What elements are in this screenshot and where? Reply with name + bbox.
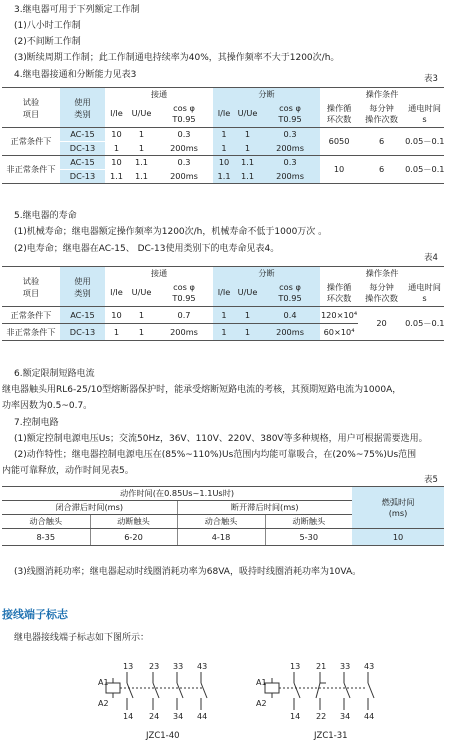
sec3-line2: (2)不间断工作制 [14, 37, 81, 47]
th-make: 接通 [105, 88, 213, 101]
th-on-time: 通电时间 s [405, 280, 444, 307]
cell-value: 0.3 [260, 156, 320, 170]
th-make-cos: cos φ T0.95 [155, 280, 213, 307]
table5-tag: 表5 [424, 475, 438, 485]
cell-category: DC-13 [60, 324, 105, 341]
sec6-title: 6.额定限制短路电流 [14, 369, 95, 379]
coil-a1-label: A1 [98, 678, 109, 687]
terminal-top-label: 13 [290, 662, 301, 671]
th-category: 使用 类别 [60, 88, 105, 128]
cell-value: 1 [213, 142, 235, 156]
cell-value: 1.1 [213, 170, 235, 184]
cell-on-time: 0.05－0.1 [405, 128, 444, 156]
cell-value: 1.1 [235, 156, 260, 170]
sec3-line1: (1)八小时工作制 [14, 21, 81, 31]
terminal-top-label: 43 [197, 662, 208, 671]
th-action-time: 动作时间(在0.85Us~1.1Us时) [2, 487, 352, 501]
cell-value: 10 [105, 307, 128, 324]
cell-value: 10 [111, 157, 122, 168]
coil-a2-label: A2 [256, 699, 267, 708]
cell-value: 200ms [260, 142, 320, 156]
th-operation: 操作条件 [320, 267, 444, 280]
cell-value: 5-30 [265, 529, 352, 546]
sec6-line1: 继电器触头用RL6-25/10型熔断器保护时，能承受熔断短路电流的考核，其预期短路电流为1000A， [2, 385, 402, 395]
cell-value: 0.7 [155, 307, 213, 324]
cell-value: 1 [213, 128, 235, 142]
table-row [2, 156, 444, 170]
terminal-bottom-label: 22 [316, 712, 327, 721]
th-make-ie: I/Ie [105, 101, 128, 128]
th-make: 接通 [105, 267, 213, 280]
th-test-item: 试验 项目 [2, 267, 60, 307]
table-row [2, 529, 444, 546]
th-break-cos: cos φ T0.95 [260, 280, 320, 307]
cell-value: 200ms [155, 324, 213, 341]
cell-cycles: 6050 [320, 128, 358, 156]
th-test-item: 试验 项目 [2, 88, 60, 128]
cell-condition: 正常条件下 [2, 307, 60, 324]
sec7-line3: 内能可靠释放，动作时间见表5。 [2, 466, 134, 476]
th-per-minute: 每分钟 操作次数 [358, 101, 405, 128]
coil-a1-label: A1 [256, 678, 267, 687]
th-close-delay: 闭合滞后时间(ms) [2, 501, 177, 515]
sec7-line4: (3)线圈消耗功率；继电器起动时线圈消耗功率为68VA，吸持时线圈消耗功率为10VA。 [14, 567, 362, 577]
th-open-delay: 断开滞后时间(ms) [177, 501, 352, 515]
th-cycles: 操作循 环次数 [320, 280, 358, 307]
cell-value: 1.1 [134, 157, 149, 168]
sec5-line1: (1)机械寿命；继电器额定操作频率为1200次/h，机械寿命不低于1000万次 。 [14, 227, 328, 237]
th-per-minute: 每分钟 操作次数 [358, 280, 405, 307]
cell-value: 1 [235, 307, 260, 324]
cell-category: AC-15 [60, 307, 105, 324]
th-on-time: 通电时间 s [405, 101, 444, 128]
th-no-contact-2: 动合触头 [177, 515, 265, 529]
cell-value: 1 [138, 129, 145, 140]
table-row [2, 128, 444, 142]
th-break-ue: U/Ue [235, 101, 260, 128]
cell-on-time: 0.05－0.1 [405, 307, 444, 341]
cell-value: 1 [128, 307, 155, 324]
sec3-line3: (3)断续周期工作制；此工作制通电持续率为40%，其操作频率不大于1200次/h。 [14, 53, 340, 63]
terminal-bottom-label: 44 [197, 712, 208, 721]
cell-category: DC-13 [60, 142, 105, 156]
cell-value: 4-18 [177, 529, 265, 546]
table-3 [2, 87, 444, 184]
cell-value: 200ms [260, 170, 320, 184]
cell-on-time: 0.05－0.1 [405, 156, 444, 184]
terminal-bottom-label: 44 [364, 712, 375, 721]
sec4-title: 4.继电器接通和分断能力见表3 [14, 70, 137, 80]
diagram-name: JZC1-40 [146, 731, 180, 741]
sec3-title: 3.继电器可用于下列额定工作制 [14, 5, 140, 15]
sec5-line2: (2)电寿命；继电器在AC-15、 DC-13使用类别下的电寿命见表4。 [14, 244, 280, 254]
cell-value: 10 [352, 529, 444, 546]
terminal-top-label: 23 [149, 662, 160, 671]
cell-value: 1 [213, 307, 235, 324]
th-break-ie: I/Ie [213, 280, 235, 307]
cell-category: DC-13 [60, 170, 105, 184]
th-category: 使用 类别 [60, 267, 105, 307]
table3-tag: 表3 [424, 74, 438, 84]
cell-value: 1 [128, 324, 155, 341]
th-break: 分断 [213, 88, 320, 101]
table-5 [2, 486, 444, 546]
terminal-bottom-label: 24 [149, 712, 160, 721]
sec7-title: 7.控制电路 [14, 418, 59, 428]
sec7-line1: (1)额定控制电源电压Us；交流50Hz，36V、110V、220V、380V等多种规格，用户可根据需要选用。 [14, 434, 428, 444]
th-make-ue: U/Ue [128, 101, 155, 128]
th-nc-contact-1: 动断触头 [90, 515, 177, 529]
terminal-top-label: 13 [123, 662, 134, 671]
coil-a2-label: A2 [98, 699, 109, 708]
table-row [2, 307, 444, 324]
cell-value: 0.4 [260, 307, 320, 324]
terminal-bottom-label: 34 [340, 712, 351, 721]
cell-value: 1 [213, 324, 235, 341]
cell-value: 0.3 [177, 157, 191, 168]
cell-condition: 非正常条件下 [2, 156, 60, 184]
cell-per-minute: 20 [358, 307, 405, 341]
cell-value: 1 [235, 324, 260, 341]
th-make-ie: I/Ie [105, 280, 128, 307]
th-break-cos: cos φ T0.95 [260, 101, 320, 128]
terminal-top-label: 43 [364, 662, 375, 671]
cell-category: AC-15 [60, 156, 105, 170]
cell-value: 10 [213, 156, 235, 170]
th-break-ie: I/Ie [213, 101, 235, 128]
cell-value: 1 [235, 142, 260, 156]
cell-value: 0.3 [177, 129, 191, 140]
cell-cycles: 120×10⁴ [320, 307, 358, 324]
cell-value: 10 [111, 129, 122, 140]
cell-cycles: 60×10⁴ [320, 324, 358, 341]
cell-value: 1.1 [235, 170, 260, 184]
cell-value: 1 [105, 324, 128, 341]
section-heading: 接线端子标志 [2, 608, 68, 621]
cell-value: 8-35 [2, 529, 90, 546]
cell-value: 200ms [155, 142, 213, 156]
cell-value: 1.1 [128, 170, 155, 184]
diagram-name: JZC1-31 [314, 731, 348, 741]
cell-value: 200ms [260, 324, 320, 341]
sec7-line2: (2)动作特性；继电器控制电源电压在(85%~110%)Us范围内均能可靠吸合，在(20%~75%)Us范围 [14, 450, 417, 460]
terminal-description: 继电器接线端子标志如下图所示： [14, 633, 150, 643]
table4-tag: 表4 [424, 253, 438, 263]
th-break-ue: U/Ue [235, 280, 260, 307]
th-arc-time: 燃弧时间 (ms) [352, 487, 444, 529]
cell-condition: 非正常条件下 [2, 324, 60, 341]
cell-value: 0.3 [260, 128, 320, 142]
sec6-line2: 功率因数为0.5~0.7。 [2, 401, 93, 411]
terminal-top-label: 21 [316, 662, 327, 671]
cell-value: 1 [105, 142, 128, 156]
th-make-cos: cos φ T0.95 [155, 101, 213, 128]
cell-condition: 正常条件下 [2, 128, 60, 156]
cell-value: 6-20 [90, 529, 177, 546]
cell-per-minute: 6 [358, 156, 405, 184]
cell-value: 1 [235, 128, 260, 142]
terminal-bottom-label: 14 [123, 712, 134, 721]
th-nc-contact-2: 动断触头 [265, 515, 352, 529]
terminal-top-label: 33 [173, 662, 184, 671]
th-operation: 操作条件 [320, 88, 444, 101]
table-4 [2, 266, 444, 341]
wiring-diagram-jzc1-31 [230, 650, 452, 744]
cell-value: 200ms [155, 170, 213, 184]
cell-value: 1.1 [105, 170, 128, 184]
sec5-title: 5.继电器的寿命 [14, 211, 77, 221]
th-make-ue: U/Ue [128, 280, 155, 307]
th-no-contact-1: 动合触头 [2, 515, 90, 529]
cell-category: AC-15 [60, 128, 105, 142]
cell-per-minute: 6 [358, 128, 405, 156]
wiring-diagram-jzc1-40 [0, 650, 230, 744]
terminal-bottom-label: 14 [290, 712, 301, 721]
terminal-bottom-label: 34 [173, 712, 184, 721]
th-break: 分断 [213, 267, 320, 280]
terminal-top-label: 33 [340, 662, 351, 671]
th-cycles: 操作循 环次数 [320, 101, 358, 128]
cell-cycles: 10 [320, 156, 358, 184]
cell-value: 1 [128, 142, 155, 156]
